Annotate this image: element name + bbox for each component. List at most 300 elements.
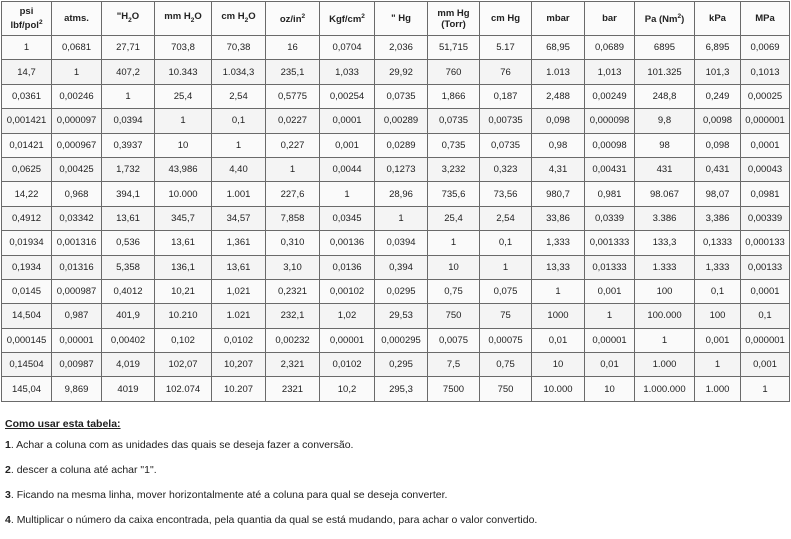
table-cell: 1	[52, 60, 102, 84]
table-cell: 703,8	[155, 36, 212, 60]
table-cell: 6,895	[695, 36, 741, 60]
table-row	[2, 255, 790, 279]
table-cell: 0,001333	[585, 231, 635, 255]
table-cell: 1.000	[695, 377, 741, 401]
table-cell: 0,0394	[102, 109, 155, 133]
table-cell: 0,00339	[741, 206, 790, 230]
table-cell: 2,54	[212, 84, 266, 108]
table-cell: 10,21	[155, 279, 212, 303]
table-cell: 0,0102	[320, 353, 375, 377]
instruction-step: 2. descer a coluna até achar "1".	[5, 464, 157, 476]
table-cell: 0,00102	[320, 279, 375, 303]
table-cell: 0,00001	[585, 328, 635, 352]
table-cell: 4,019	[102, 353, 155, 377]
table-cell: 2,036	[375, 36, 428, 60]
table-cell: 10.210	[155, 304, 212, 328]
table-cell: 145,04	[2, 377, 52, 401]
table-cell: 0,0001	[741, 279, 790, 303]
table-cell: 0,394	[375, 255, 428, 279]
column-header	[266, 2, 320, 36]
table-cell: 0,0981	[741, 182, 790, 206]
header-main: cm H	[221, 11, 245, 23]
instruction-step: 3. Ficando na mesma linha, mover horizontalmente até a coluna para qual se deseja converter.	[5, 489, 448, 501]
header-main: mbar	[546, 13, 570, 24]
table-cell: 0,00246	[52, 84, 102, 108]
table-cell: 0,00254	[320, 84, 375, 108]
table-body	[2, 36, 790, 402]
table-cell: 3,232	[428, 157, 480, 181]
table-cell: 0,0098	[695, 109, 741, 133]
table-cell: 0,01421	[2, 133, 52, 157]
column-header	[480, 2, 532, 36]
table-cell: 1.013	[532, 60, 585, 84]
table-cell: 10.207	[212, 377, 266, 401]
table-cell: 1.021	[212, 304, 266, 328]
table-cell: 3,10	[266, 255, 320, 279]
table-cell: 750	[428, 304, 480, 328]
table-cell: 0,1	[741, 304, 790, 328]
table-cell: 43,986	[155, 157, 212, 181]
table-cell: 13,61	[102, 206, 155, 230]
header-subscript: 2	[190, 16, 195, 24]
table-row	[2, 231, 790, 255]
table-cell: 0,735	[428, 133, 480, 157]
table-cell: 0,00136	[320, 231, 375, 255]
table-cell: 1,866	[428, 84, 480, 108]
table-cell: 0,00232	[266, 328, 320, 352]
table-cell: 1.001	[212, 182, 266, 206]
instruction-step: 4. Multiplicar o número da caixa encontrada, pela quantia da qual se está mudando, para achar o valor convertido.	[5, 514, 538, 526]
table-cell: 0,1	[695, 279, 741, 303]
column-header	[212, 2, 266, 36]
table-cell: 0,001	[695, 328, 741, 352]
table-cell: 0,0681	[52, 36, 102, 60]
table-cell: 295,3	[375, 377, 428, 401]
table-cell: 0,000097	[52, 109, 102, 133]
table-cell: 98.067	[635, 182, 695, 206]
table-cell: 0,0136	[320, 255, 375, 279]
column-header	[102, 2, 155, 36]
table-cell: 2321	[266, 377, 320, 401]
table-cell: 3.386	[635, 206, 695, 230]
table-cell: 1,021	[212, 279, 266, 303]
table-cell: 1000	[532, 304, 585, 328]
instruction-step: 1. Achar a coluna com as unidades das quais se deseja fazer a conversão.	[5, 439, 354, 451]
table-cell: 4,40	[212, 157, 266, 181]
header-main: psi	[19, 5, 34, 17]
table-cell: 0,102	[155, 328, 212, 352]
table-row	[2, 133, 790, 157]
table-cell: 0,098	[695, 133, 741, 157]
table-cell: 29,92	[375, 60, 428, 84]
header-subscript: 2	[244, 16, 249, 24]
table-cell: 0,000133	[741, 231, 790, 255]
table-cell: 735,6	[428, 182, 480, 206]
table-cell: 0,03342	[52, 206, 102, 230]
table-cell: 1	[266, 157, 320, 181]
header-line2: lbf/pol	[10, 20, 39, 32]
table-cell: 1,033	[320, 60, 375, 84]
table-cell: 14,22	[2, 182, 52, 206]
table-cell: 760	[428, 60, 480, 84]
column-header	[52, 2, 102, 36]
table-cell: 0,0001	[320, 109, 375, 133]
header-main: MPa	[755, 13, 775, 24]
table-cell: 0,981	[585, 182, 635, 206]
table-cell: 0,01333	[585, 255, 635, 279]
table-cell: 10.000	[532, 377, 585, 401]
table-cell: 3,386	[695, 206, 741, 230]
table-cell: 13,33	[532, 255, 585, 279]
table-cell: 13,61	[212, 255, 266, 279]
table-cell: 0,1934	[2, 255, 52, 279]
table-cell: 10	[428, 255, 480, 279]
table-cell: 6895	[635, 36, 695, 60]
table-cell: 10,2	[320, 377, 375, 401]
table-cell: 1	[741, 377, 790, 401]
table-cell: 0,1	[480, 231, 532, 255]
table-cell: 0,0227	[266, 109, 320, 133]
table-cell: 1	[532, 279, 585, 303]
table-cell: 1	[480, 255, 532, 279]
table-cell: 73,56	[480, 182, 532, 206]
table-cell: 345,7	[155, 206, 212, 230]
step-number: 2	[5, 464, 11, 476]
header-main: oz/in	[279, 14, 302, 26]
table-cell: 68,95	[532, 36, 585, 60]
table-cell: 0,4012	[102, 279, 155, 303]
table-cell: 0,000098	[585, 109, 635, 133]
table-cell: 0,75	[428, 279, 480, 303]
header-tail: O	[131, 11, 140, 23]
header-main: mm H	[164, 11, 191, 23]
table-cell: 1	[428, 231, 480, 255]
header-main: bar	[602, 13, 617, 24]
table-cell: 101.325	[635, 60, 695, 84]
column-header	[532, 2, 585, 36]
table-row	[2, 328, 790, 352]
table-cell: 235,1	[266, 60, 320, 84]
table-cell: 76	[480, 60, 532, 84]
table-cell: 1	[585, 304, 635, 328]
table-cell: 0,323	[480, 157, 532, 181]
table-cell: 0,14504	[2, 353, 52, 377]
header-main: " Hg	[391, 13, 411, 24]
table-cell: 2,54	[480, 206, 532, 230]
table-cell: 1	[320, 182, 375, 206]
column-header	[155, 2, 212, 36]
table-cell: 0,00431	[585, 157, 635, 181]
table-cell: 1	[695, 353, 741, 377]
table-cell: 98	[635, 133, 695, 157]
header-superscript: 2	[301, 13, 306, 21]
table-cell: 100	[635, 279, 695, 303]
table-cell: 28,96	[375, 182, 428, 206]
table-cell: 1	[212, 133, 266, 157]
table-cell: 9,869	[52, 377, 102, 401]
table-cell: 0,00098	[585, 133, 635, 157]
table-cell: 0,000967	[52, 133, 102, 157]
table-cell: 0,5775	[266, 84, 320, 108]
table-cell: 0,00987	[52, 353, 102, 377]
table-cell: 10,207	[212, 353, 266, 377]
table-cell: 0,000001	[741, 109, 790, 133]
table-cell: 0,0394	[375, 231, 428, 255]
table-cell: 0,0001	[741, 133, 790, 157]
header-superscript: 2	[361, 13, 365, 21]
step-text: Ficando na mesma linha, mover horizontalmente até a coluna para qual se deseja converter.	[16, 489, 448, 501]
table-cell: 0,00001	[320, 328, 375, 352]
table-cell: 98,07	[695, 182, 741, 206]
table-cell: 1	[155, 109, 212, 133]
table-cell: 0,0069	[741, 36, 790, 60]
instructions-steps	[5, 439, 537, 527]
table-cell: 0,295	[375, 353, 428, 377]
table-cell: 0,431	[695, 157, 741, 181]
table-cell: 33,86	[532, 206, 585, 230]
table-cell: 10	[532, 353, 585, 377]
table-cell: 0,3937	[102, 133, 155, 157]
table-cell: 14,504	[2, 304, 52, 328]
header-main: kPa	[709, 13, 726, 24]
table-cell: 0,1013	[741, 60, 790, 84]
instructions-title: Como usar esta tabela:	[5, 418, 121, 430]
table-cell: 0,0295	[375, 279, 428, 303]
table-cell: 0,00025	[741, 84, 790, 108]
table-cell: 0,075	[480, 279, 532, 303]
table-cell: 0,1333	[695, 231, 741, 255]
table-cell: 0,00425	[52, 157, 102, 181]
table-cell: 0,0044	[320, 157, 375, 181]
table-cell: 394,1	[102, 182, 155, 206]
table-cell: 0,0689	[585, 36, 635, 60]
table-cell: 0,98	[532, 133, 585, 157]
table-cell: 0,01316	[52, 255, 102, 279]
table-cell: 0,249	[695, 84, 741, 108]
table-cell: 0,0075	[428, 328, 480, 352]
table-cell: 1.000.000	[635, 377, 695, 401]
header-main: Kgf/cm	[329, 14, 362, 26]
table-row	[2, 109, 790, 133]
table-cell: 133,3	[635, 231, 695, 255]
table-cell: 136,1	[155, 255, 212, 279]
table-cell: 1	[635, 328, 695, 352]
column-header	[2, 2, 52, 36]
table-cell: 248,8	[635, 84, 695, 108]
table-row	[2, 84, 790, 108]
table-cell: 1	[375, 206, 428, 230]
table-cell: 0,00075	[480, 328, 532, 352]
table-cell: 4019	[102, 377, 155, 401]
table-cell: 7,5	[428, 353, 480, 377]
table-cell: 29,53	[375, 304, 428, 328]
table-cell: 4,31	[532, 157, 585, 181]
table-cell: 0,0735	[428, 109, 480, 133]
table-cell: 51,715	[428, 36, 480, 60]
table-cell: 27,71	[102, 36, 155, 60]
table-cell: 0,001421	[2, 109, 52, 133]
table-cell: 10	[155, 133, 212, 157]
header-main: mm Hg	[437, 7, 470, 19]
table-cell: 102,07	[155, 353, 212, 377]
table-cell: 0,000295	[375, 328, 428, 352]
table-cell: 0,1	[212, 109, 266, 133]
table-cell: 0,001316	[52, 231, 102, 255]
table-cell: 2,488	[532, 84, 585, 108]
table-cell: 101,3	[695, 60, 741, 84]
column-header	[375, 2, 428, 36]
table-cell: 0,227	[266, 133, 320, 157]
header-superscript: 2	[677, 13, 682, 21]
pressure-conversion-table	[1, 1, 790, 402]
table-cell: 1,02	[320, 304, 375, 328]
instructions	[5, 418, 537, 539]
table-cell: 102.074	[155, 377, 212, 401]
table-cell: 5.17	[480, 36, 532, 60]
table-row	[2, 182, 790, 206]
step-number: 1	[5, 439, 11, 451]
table-cell: 0,00133	[741, 255, 790, 279]
table-row	[2, 304, 790, 328]
table-cell: 75	[480, 304, 532, 328]
table-cell: 0,0145	[2, 279, 52, 303]
table-cell: 10.000	[155, 182, 212, 206]
table-cell: 0,310	[266, 231, 320, 255]
table-cell: 0,187	[480, 84, 532, 108]
table-cell: 1	[102, 84, 155, 108]
table-cell: 1,732	[102, 157, 155, 181]
table-cell: 1	[2, 36, 52, 60]
column-header	[320, 2, 375, 36]
table-cell: 1,013	[585, 60, 635, 84]
table-cell: 9,8	[635, 109, 695, 133]
table-cell: 0,000145	[2, 328, 52, 352]
step-text: descer a coluna até achar "1".	[16, 464, 157, 476]
header-main: atms.	[64, 13, 89, 24]
header-tail: O	[194, 11, 202, 23]
header-subscript: 2	[128, 16, 132, 24]
table-cell: 10	[585, 377, 635, 401]
table-cell: 0,000001	[741, 328, 790, 352]
header-main: "H	[116, 11, 129, 23]
table-cell: 34,57	[212, 206, 266, 230]
column-header	[741, 2, 790, 36]
table-cell: 70,38	[212, 36, 266, 60]
table-cell: 0,0735	[480, 133, 532, 157]
header-tail: O	[248, 11, 256, 23]
header-line2: (Torr)	[441, 18, 466, 30]
table-cell: 0,536	[102, 231, 155, 255]
column-header	[695, 2, 741, 36]
table-cell: 0,001	[585, 279, 635, 303]
table-row	[2, 157, 790, 181]
table-row	[2, 377, 790, 401]
table-cell: 0,968	[52, 182, 102, 206]
table-cell: 0,0289	[375, 133, 428, 157]
table-cell: 0,01934	[2, 231, 52, 255]
table-cell: 0,01	[532, 328, 585, 352]
step-number: 4	[5, 514, 11, 526]
table-cell: 7,858	[266, 206, 320, 230]
header-main: Pa (Nm	[644, 14, 678, 26]
table-cell: 100	[695, 304, 741, 328]
table-row	[2, 36, 790, 60]
table-row	[2, 353, 790, 377]
table-row	[2, 279, 790, 303]
table-cell: 0,4912	[2, 206, 52, 230]
table-cell: 10.343	[155, 60, 212, 84]
table-cell: 100.000	[635, 304, 695, 328]
table-cell: 1.000	[635, 353, 695, 377]
table-cell: 1,333	[532, 231, 585, 255]
table-cell: 0,75	[480, 353, 532, 377]
table-cell: 0,0704	[320, 36, 375, 60]
table-cell: 0,001	[320, 133, 375, 157]
table-cell: 0,00289	[375, 109, 428, 133]
table-cell: 13,61	[155, 231, 212, 255]
table-cell: 980,7	[532, 182, 585, 206]
table-cell: 227,6	[266, 182, 320, 206]
table-cell: 0,2321	[266, 279, 320, 303]
table-cell: 0,987	[52, 304, 102, 328]
table-cell: 1.333	[635, 255, 695, 279]
table-cell: 0,000987	[52, 279, 102, 303]
table-cell: 750	[480, 377, 532, 401]
table-cell: 0,00001	[52, 328, 102, 352]
table-cell: 1.034,3	[212, 60, 266, 84]
table-cell: 14,7	[2, 60, 52, 84]
table-cell: 0,0345	[320, 206, 375, 230]
table-row	[2, 206, 790, 230]
table-cell: 0,001	[741, 353, 790, 377]
step-number: 3	[5, 489, 11, 501]
table-cell: 401,9	[102, 304, 155, 328]
column-header	[428, 2, 480, 36]
table-cell: 0,00402	[102, 328, 155, 352]
table-cell: 0,0625	[2, 157, 52, 181]
header-tail: )	[681, 14, 685, 26]
table-cell: 0,0361	[2, 84, 52, 108]
table-row	[2, 60, 790, 84]
table-cell: 0,0102	[212, 328, 266, 352]
table-cell: 7500	[428, 377, 480, 401]
step-text: Multiplicar o número da caixa encontrada, pela quantia da qual se está mudando, para achar o valor convertido.	[16, 514, 538, 526]
table-cell: 431	[635, 157, 695, 181]
table-cell: 407,2	[102, 60, 155, 84]
column-header	[585, 2, 635, 36]
table-cell: 232,1	[266, 304, 320, 328]
table-cell: 0,1273	[375, 157, 428, 181]
table-cell: 16	[266, 36, 320, 60]
table-cell: 0,098	[532, 109, 585, 133]
table-cell: 25,4	[155, 84, 212, 108]
table-cell: 5,358	[102, 255, 155, 279]
header-main: cm Hg	[490, 13, 521, 24]
table-cell: 25,4	[428, 206, 480, 230]
table-cell: 0,0339	[585, 206, 635, 230]
column-header	[635, 2, 695, 36]
header-superscript: 2	[38, 18, 43, 26]
step-text: Achar a coluna com as unidades das quais se deseja fazer a conversão.	[16, 439, 354, 451]
table-cell: 0,01	[585, 353, 635, 377]
table-cell: 0,00043	[741, 157, 790, 181]
table-cell: 2,321	[266, 353, 320, 377]
header-row	[2, 2, 790, 36]
table-cell: 0,00249	[585, 84, 635, 108]
table-cell: 1,333	[695, 255, 741, 279]
table-cell: 0,0735	[375, 84, 428, 108]
table-cell: 1,361	[212, 231, 266, 255]
